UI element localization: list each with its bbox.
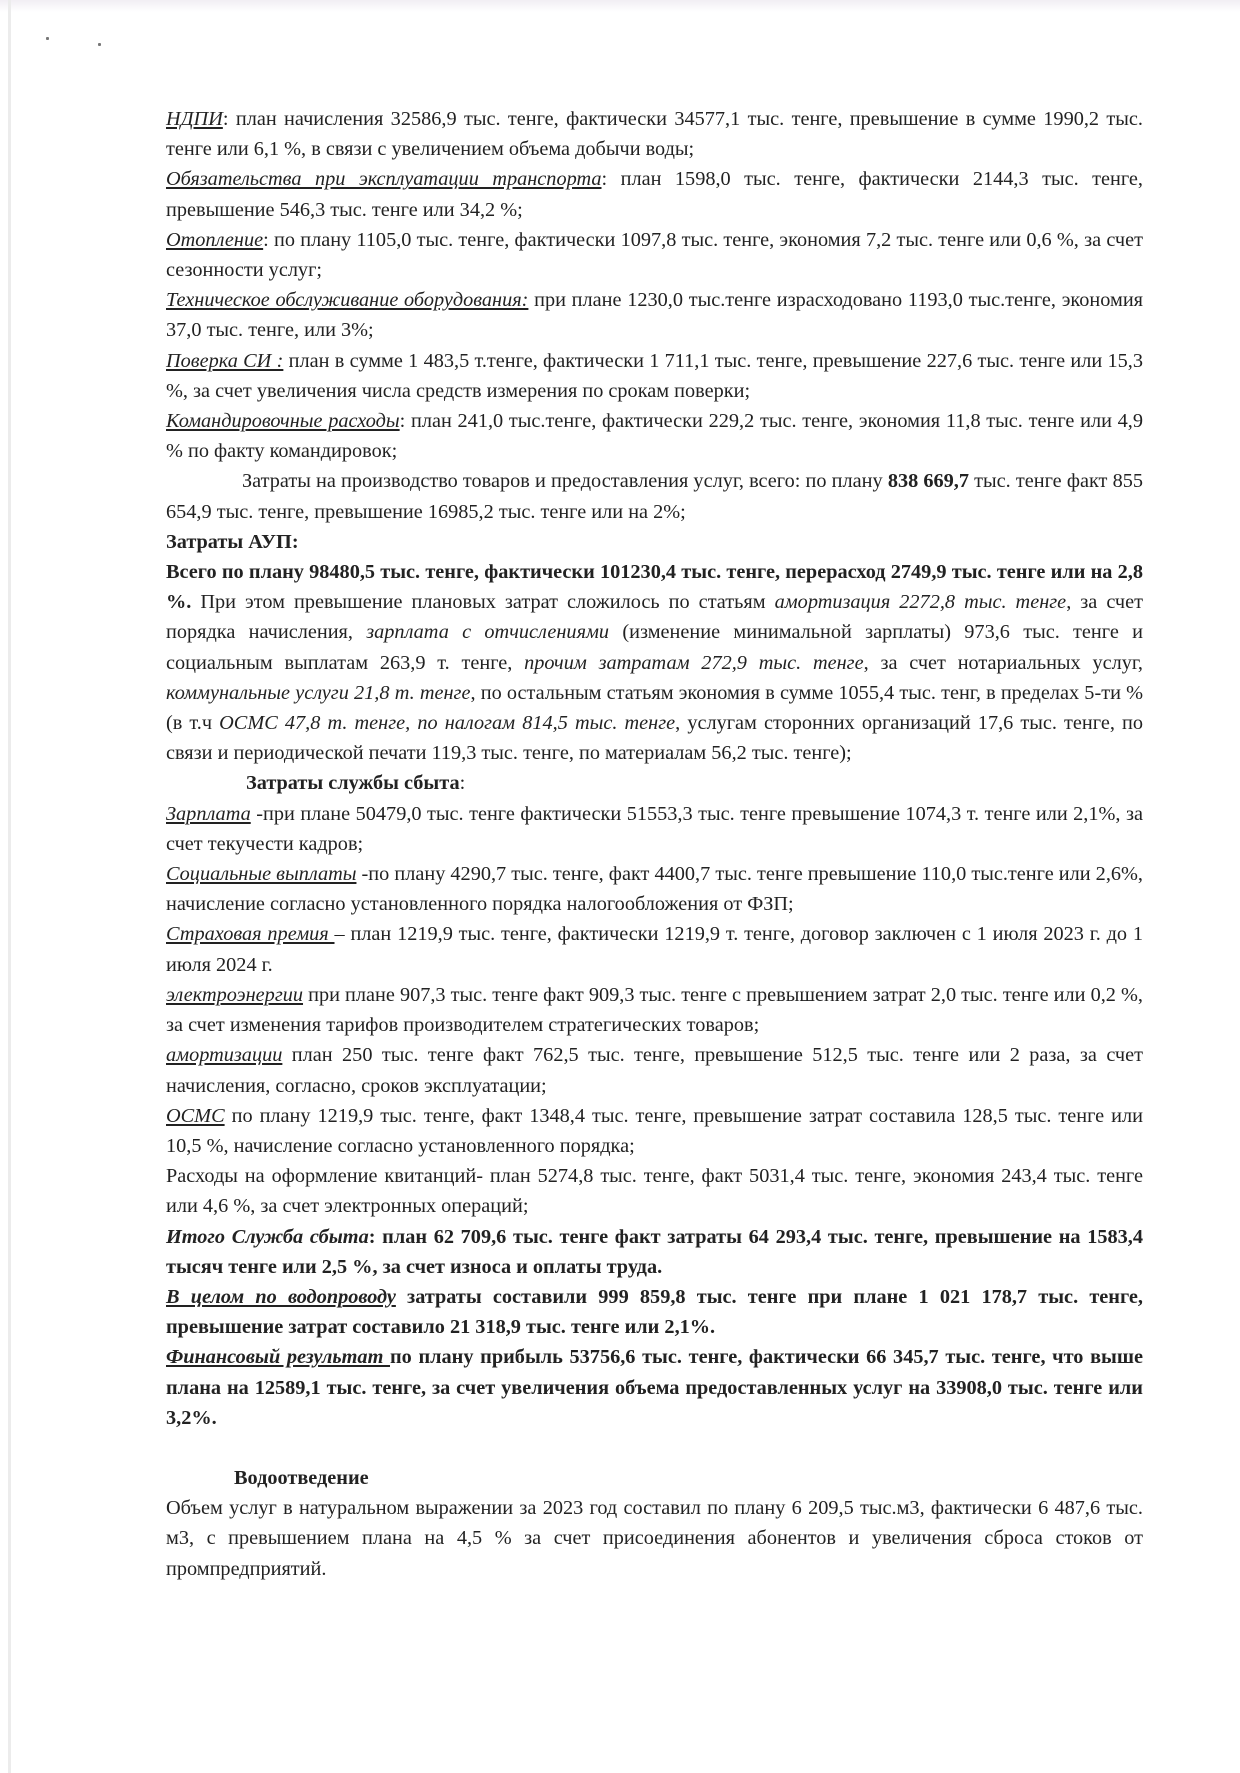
item-text: : план 241,0 тыс.тенге, фактически 229,2 тыс. тенге, экономия 11,8 тыс. тенге или 4,9 % по факту командировок; xyxy=(166,410,1143,463)
paragraph-amortization xyxy=(166,1040,1143,1100)
scan-speck xyxy=(46,37,49,40)
text: , за счет порядка начисления, xyxy=(166,591,1143,644)
item-label: Поверка СИ : xyxy=(166,349,284,372)
text: , за счет нотариальных услуг, xyxy=(863,651,1143,674)
item-label: Итого Служба сбыта xyxy=(166,1225,369,1248)
item-text: план в сумме 1 483,5 т.тенге, фактически 1 711,1 тыс. тенге, превышение 227,6 тыс. тенге или 15,3 %, за счет увеличения числа средств измерения по срокам поверки; xyxy=(166,349,1143,402)
paragraph-electricity xyxy=(166,980,1143,1040)
section-heading-sales xyxy=(166,768,1143,798)
paragraph-heating xyxy=(166,225,1143,285)
item-text: -при плане 50479,0 тыс. тенге фактически 51553,3 тыс. тенге превышение 1074,3 т. тенге или 2,1%, за счет текучести кадров; xyxy=(166,802,1143,855)
item-label: Обязательства при эксплуатации транспорта xyxy=(166,168,602,191)
paragraph-overall xyxy=(166,1282,1143,1342)
paragraph-travel xyxy=(166,406,1143,466)
item-label: амортизации xyxy=(166,1044,283,1067)
paragraph-aup xyxy=(166,557,1143,768)
item-label: Зарплата xyxy=(166,802,251,825)
item-label: Отопление xyxy=(166,228,264,251)
text: При этом превышение плановых затрат сложилось по статьям xyxy=(191,591,775,614)
item-text: : план 1598,0 тыс. тенге, фактически 2144,3 тыс. тенге, превышение 546,3 тыс. тенге или 34,2 %; xyxy=(166,168,1143,221)
italic-item: прочим затратам 272,9 тыс. тенге xyxy=(524,651,864,674)
paragraph-maintenance xyxy=(166,285,1143,345)
item-label: ОСМС xyxy=(166,1104,225,1127)
italic-item: зарплата с отчислениями xyxy=(366,621,610,644)
item-text: при плане 907,3 тыс. тенге факт 909,3 тыс. тенге с превышением затрат 2,0 тыс. тенге или 0,2 %, за счет изменения тарифов производителем стратегических товаров; xyxy=(166,983,1143,1037)
paragraph-sales-total xyxy=(166,1222,1143,1282)
italic-item: ОСМС 47,8 т. тенге, по налогам 814,5 тыс. тенге xyxy=(219,712,676,735)
aup-summary: Всего по плану 98480,5 тыс. тенге, фактически 101230,4 тыс. тенге, перерасход 2749,9 тыс. тенге или на 2,8 %. xyxy=(166,561,1143,614)
item-text: тыс. тенге факт 855 654,9 тыс. тенге, превышение 16985,2 тыс. тенге или на 2%; xyxy=(166,470,1143,523)
document-page xyxy=(166,104,1143,1584)
scan-top-band xyxy=(0,0,1240,12)
section-heading-drainage: Водоотведение xyxy=(234,1466,369,1489)
item-text: – план 1219,9 тыс. тенге, фактически 1219,9 т. тенге, договор заключен с 1 июля 2023 г. до 1 июля 2024 г. xyxy=(166,923,1143,976)
item-label: электроэнергии xyxy=(166,983,304,1006)
italic-item: амортизация 2272,8 тыс. тенге xyxy=(774,591,1067,614)
italic-item: коммунальные услуги 21,8 т. тенге xyxy=(166,681,471,704)
item-text: Затраты на производство товаров и предоставления услуг, всего: по плану xyxy=(242,470,888,493)
paragraph-verification xyxy=(166,346,1143,406)
paragraph-transport xyxy=(166,164,1143,224)
heading-text: Затраты службы сбыта xyxy=(246,772,460,795)
item-text: затраты составили 999 859,8 тыс. тенге при плане 1 021 178,7 тыс. тенге, превышение затрат составило 21 318,9 тыс. тенге или 2,1%. xyxy=(166,1285,1143,1339)
paragraph-social xyxy=(166,859,1143,919)
heading-colon: : xyxy=(459,772,466,795)
item-label: Социальные выплаты xyxy=(166,863,357,886)
item-text: : по плану 1105,0 тыс. тенге, фактически 1097,8 тыс. тенге, экономия 7,2 тыс. тенге или 0,6 %, за счет сезонности услуг; xyxy=(166,228,1143,282)
section-heading-aup: Затраты АУП: xyxy=(166,530,299,553)
paragraph-ndpi xyxy=(166,104,1143,164)
item-label: Финансовый результат xyxy=(166,1346,390,1369)
item-text: по плану прибыль 53756,6 тыс. тенге, фактически 66 345,7 тыс. тенге, что выше плана на 12589,1 тыс. тенге, за счет увеличения объема предоставленных услуг на 33908,0 тыс. тенге или 3,2%. xyxy=(166,1346,1143,1429)
item-label: Командировочные расходы xyxy=(166,410,400,433)
paragraph-insurance xyxy=(166,919,1143,979)
item-label: НДПИ xyxy=(166,108,223,130)
item-label: Техническое обслуживание оборудования: xyxy=(166,289,529,312)
item-label: Страховая премия xyxy=(166,923,335,946)
item-label: В целом по водопроводу xyxy=(166,1285,396,1308)
text: (изменение минимальной зарплаты) 973,6 тыс. тенге и социальным выплатам 263,9 т. тенге, xyxy=(166,621,1143,674)
paragraph-receipts: Расходы на оформление квитанций- план 5274,8 тыс. тенге, факт 5031,4 тыс. тенге, экономия 243,4 тыс. тенге или 4,6 %, за счет электронных операций; xyxy=(166,1165,1143,1218)
paragraph-osms xyxy=(166,1101,1143,1161)
scan-left-edge xyxy=(8,0,11,1773)
item-text: план 250 тыс. тенге факт 762,5 тыс. тенге, превышение 512,5 тыс. тенге или 2 раза, за счет начисления, согласно, сроков эксплуатации; xyxy=(166,1044,1143,1097)
scan-speck xyxy=(98,43,101,46)
item-text: : план начисления 32586,9 тыс. тенге, фактически 34577,1 тыс. тенге, превышение в сумме 1990,2 тыс. тенге или 6,1 %, в связи с увеличением объема добычи воды; xyxy=(166,108,1143,161)
text: , по остальным статьям экономия в сумме 1055,4 тыс. тенг, в пределах 5-ти % (в т.ч xyxy=(166,681,1143,735)
spacer xyxy=(166,1433,1143,1463)
text: , услугам сторонних организаций 17,6 тыс. тенге, по связи и периодической печати 119,3 тыс. тенге, по материалам 56,2 тыс. тенге); xyxy=(166,712,1143,765)
paragraph-financial xyxy=(166,1342,1143,1433)
plan-value: 838 669,7 xyxy=(887,470,970,493)
item-text: по плану 1219,9 тыс. тенге, факт 1348,4 тыс. тенге, превышение затрат составила 128,5 тыс. тенге или 10,5 %, начисление согласно установленного порядка; xyxy=(166,1104,1143,1157)
item-text: : план 62 709,6 тыс. тенге факт затраты 64 293,4 тыс. тенге, превышение на 1583,4 тысяч тенге или 2,5 %, за счет износа и оплаты труда. xyxy=(166,1225,1143,1278)
item-text: -по плану 4290,7 тыс. тенге, факт 4400,7 тыс. тенге превышение 110,0 тыс.тенге или 2,6%, начисление согласно установленного порядка налогообложения от ФЗП; xyxy=(166,863,1143,916)
paragraph-salary xyxy=(166,799,1143,859)
paragraph-drainage: Объем услуг в натуральном выражении за 2023 год составил по плану 6 209,5 тыс.м3, фактически 6 487,6 тыс. м3, с превышением плана на 4,5 % за счет присоединения абонентов и увеличения сброса стоков от промпредприятий. xyxy=(166,1497,1143,1580)
item-text: при плане 1230,0 тыс.тенге израсходовано 1193,0 тыс.тенге, экономия 37,0 тыс. тенге, или 3%; xyxy=(166,289,1144,342)
paragraph-production-total xyxy=(166,466,1143,526)
